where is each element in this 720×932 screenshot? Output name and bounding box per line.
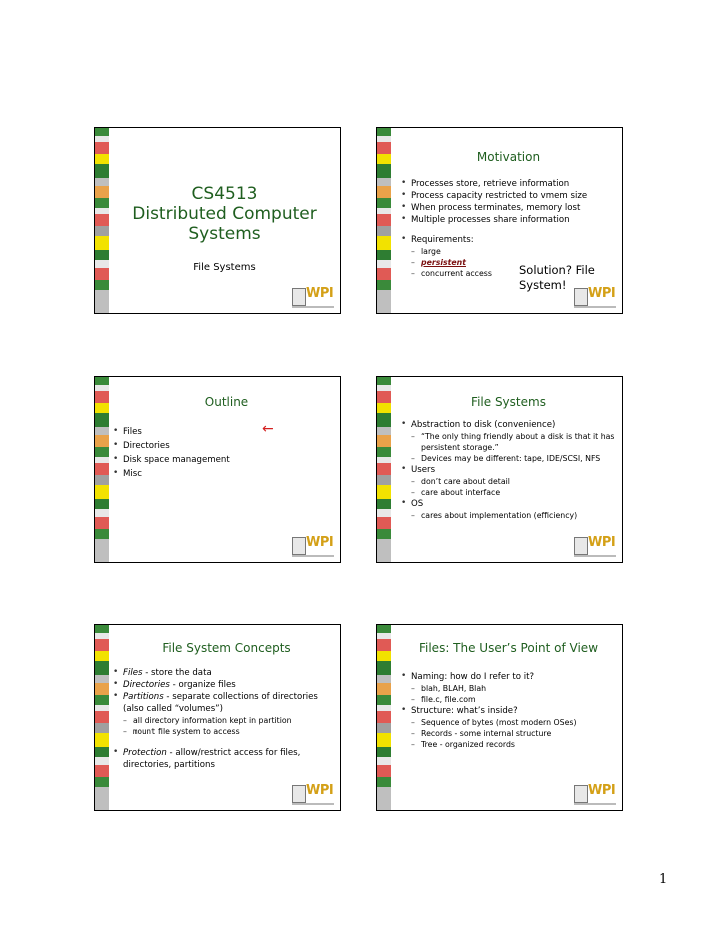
file-systems-list <box>401 419 618 521</box>
list-item: • Files <box>113 425 336 439</box>
list-item: • OS – cares about implementation (efficiency) <box>401 498 618 521</box>
course-name-line1: Distributed Computer <box>132 204 317 224</box>
slide-title-text: File Systems <box>471 395 546 409</box>
list-item: • Abstraction to disk (convenience) – “The only thing friendly about a disk is that it has persistent storage.” – Devices may be different: tape, IDE/SCSI, NFS <box>401 419 618 464</box>
sub-item: – all directory information kept in partition <box>123 715 336 726</box>
requirements-label: Requirements: <box>411 235 474 245</box>
wpi-logo <box>292 286 334 308</box>
sub-item: – mount file system to access <box>123 726 336 737</box>
list-item: • When process terminates, memory lost <box>401 202 618 214</box>
list-item: • Directories - organize files <box>113 679 336 691</box>
decorative-stripe <box>95 128 109 313</box>
tower-icon <box>574 288 588 306</box>
outline-list <box>113 425 336 481</box>
tower-icon <box>574 537 588 555</box>
list-item: • Directories <box>113 439 336 453</box>
requirement-item: – concurrent access <box>411 268 618 279</box>
course-title <box>109 184 340 244</box>
sub-item: – Devices may be different: tape, IDE/SCSI, NFS <box>411 453 618 464</box>
wpi-logo <box>574 783 616 805</box>
tower-icon <box>292 537 306 555</box>
tower-icon <box>292 288 306 306</box>
concepts-list <box>113 667 336 771</box>
decorative-stripe <box>377 128 391 313</box>
current-section-arrow-icon: ← <box>262 421 274 437</box>
wpi-logo-text: WPI <box>588 286 616 301</box>
sub-item: – Tree - organized records <box>411 739 618 750</box>
sub-item: – blah, BLAH, Blah <box>411 683 618 694</box>
wpi-logo-text: WPI <box>306 535 334 550</box>
user-view-list <box>401 671 618 750</box>
course-code: CS4513 <box>191 184 258 204</box>
sub-item: – Records - some internal structure <box>411 728 618 739</box>
wpi-logo <box>292 783 334 805</box>
list-item: • Naming: how do I refer to it? – blah, BLAH, Blah – file.c, file.com <box>401 671 618 705</box>
list-item: • Processes store, retrieve information <box>401 178 618 190</box>
slide-file-system-concepts <box>94 624 341 811</box>
course-name-line2: Systems <box>188 224 261 244</box>
list-item: • Protection - allow/restrict access for files, directories, partitions <box>113 747 336 771</box>
decorative-stripe <box>377 625 391 810</box>
slide-title-text: Outline <box>204 395 249 409</box>
slide-title-text: Motivation <box>476 150 541 164</box>
list-item: • Users – don’t care about detail – care about interface <box>401 464 618 498</box>
slide-title <box>94 127 341 314</box>
list-item: • Misc <box>113 467 336 481</box>
decorative-stripe <box>95 625 109 810</box>
list-item: • Process capacity restricted to vmem size <box>401 190 618 202</box>
sub-item: – Sequence of bytes (most modern OSes) <box>411 717 618 728</box>
decorative-stripe <box>95 377 109 562</box>
sub-item: – don’t care about detail <box>411 476 618 487</box>
requirement-item: – large <box>411 246 618 257</box>
slide-title-text: Files: The User’s Point of View <box>418 641 599 655</box>
solution-note: Solution? File System! <box>519 263 595 292</box>
sub-item: – cares about implementation (efficiency) <box>411 510 618 521</box>
list-item: • Files - store the data <box>113 667 336 679</box>
wpi-logo <box>574 286 616 308</box>
slide-subtitle: File Systems <box>193 262 256 273</box>
tower-icon <box>292 785 306 803</box>
slide-title-text: File System Concepts <box>162 641 291 655</box>
sub-item: – care about interface <box>411 487 618 498</box>
list-item: • Multiple processes share information <box>401 214 618 226</box>
wpi-logo-text: WPI <box>306 286 334 301</box>
sub-item: – “The only thing friendly about a disk is that it has persistent storage.” <box>411 431 618 453</box>
wpi-logo-text: WPI <box>588 535 616 550</box>
list-item: • Structure: what’s inside? – Sequence of bytes (most modern OSes) – Records - some internal structure – Tree - organized records <box>401 705 618 750</box>
page-number: 1 <box>659 872 668 887</box>
slide-outline <box>94 376 341 563</box>
wpi-logo-text: WPI <box>588 783 616 798</box>
sub-item: – file.c, file.com <box>411 694 618 705</box>
slide-file-systems <box>376 376 623 563</box>
wpi-logo-text: WPI <box>306 783 334 798</box>
list-item: • Partitions - separate collections of directories (also called “volumes”) – all directory information kept in partition – mount file system to access <box>113 691 336 737</box>
decorative-stripe <box>377 377 391 562</box>
list-item: • Disk space management <box>113 453 336 467</box>
wpi-logo <box>292 535 334 557</box>
tower-icon <box>574 785 588 803</box>
slide-motivation <box>376 127 623 314</box>
requirement-item: – persistent <box>411 257 618 268</box>
wpi-logo <box>574 535 616 557</box>
slide-files-user-view <box>376 624 623 811</box>
